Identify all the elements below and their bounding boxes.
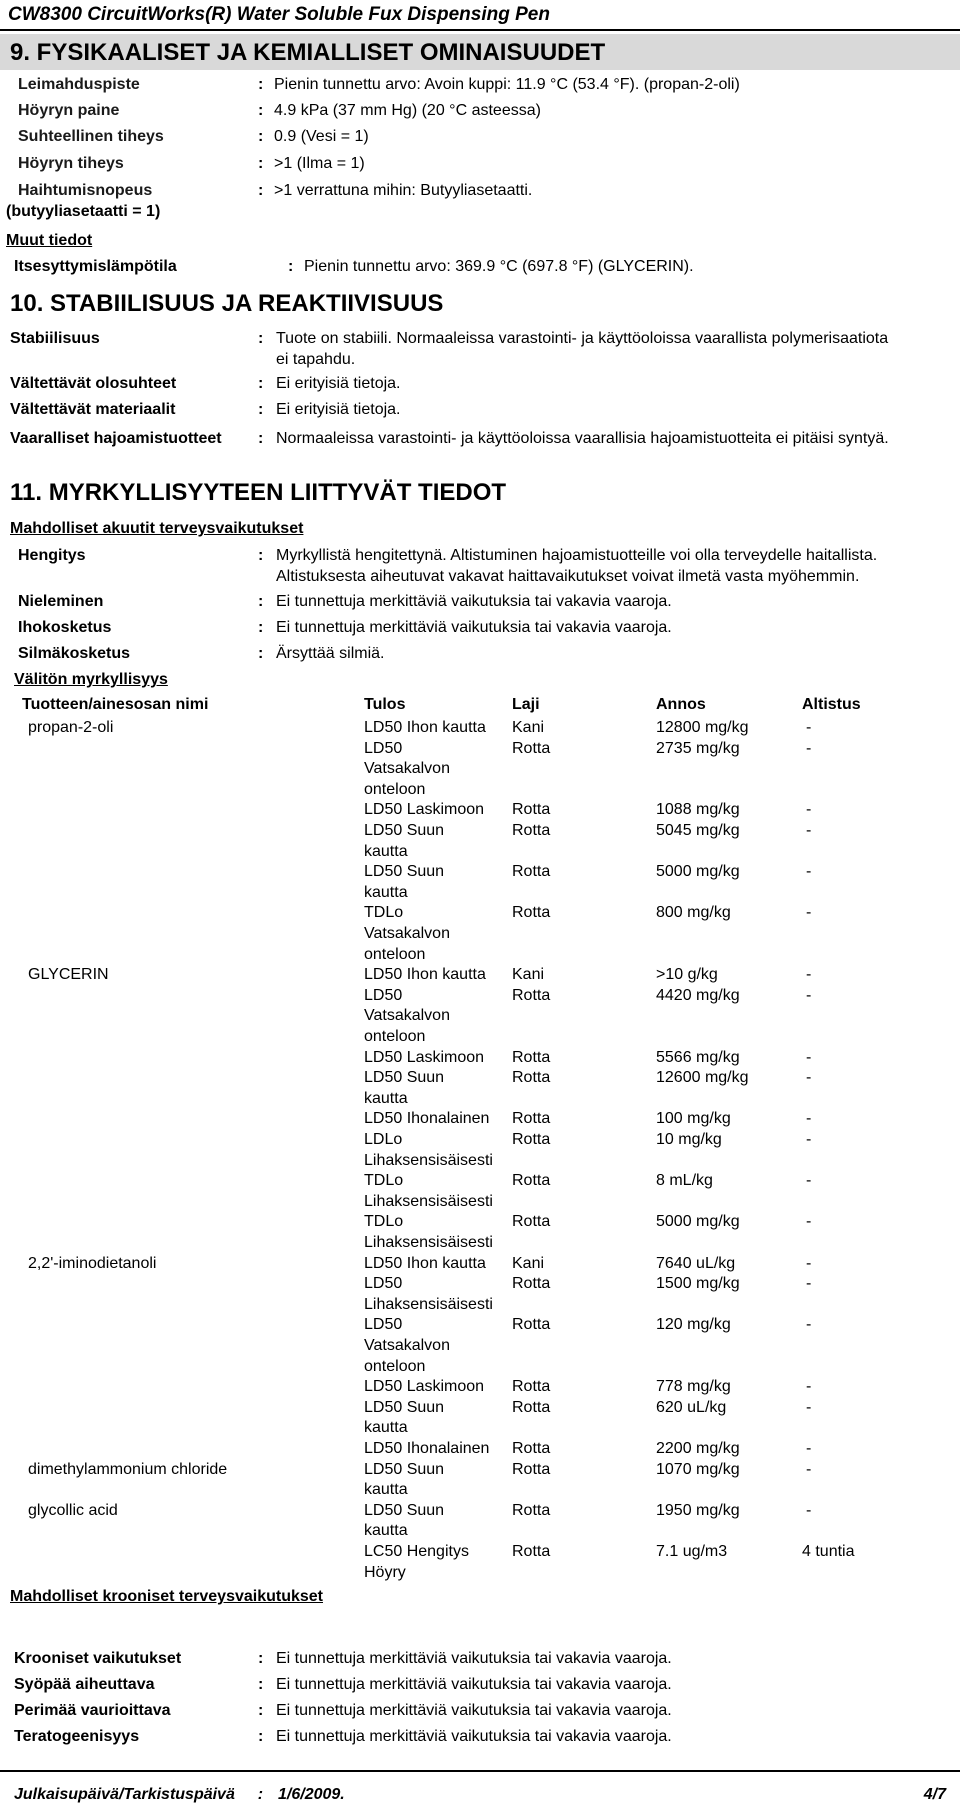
- exposure: -: [806, 1378, 812, 1396]
- exposure: -: [806, 719, 812, 736]
- exposure: -: [806, 1460, 812, 1478]
- exposure: -: [806, 966, 812, 984]
- exposure: -: [806, 822, 812, 839]
- result-type: LD50 Ihonalainen: [364, 1440, 490, 1457]
- property-label: Vältettävät olosuhteet: [10, 375, 177, 392]
- exposure: -: [806, 1069, 812, 1087]
- result-type: Lihaksensisäisesti: [364, 1192, 493, 1210]
- effect-label: Nieleminen: [18, 593, 104, 610]
- document-title: CW8300 CircuitWorks(R) Water Soluble Fux Dispensing Pen: [8, 4, 550, 25]
- effect-label: Perimää vaurioittava: [14, 1702, 171, 1719]
- result-type: LD50: [364, 739, 403, 757]
- result-type: LD50 Suun: [364, 822, 445, 839]
- species: Rotta: [512, 822, 551, 839]
- acute-effects-heading: Mahdolliset akuutit terveysvaikutukset: [10, 520, 304, 537]
- species: Rotta: [512, 1316, 551, 1334]
- effect-value: Myrkyllistä hengitettynä. Altistuminen hajoamistuotteille voi olla terveydelle haitallista.: [276, 547, 878, 564]
- exposure: -: [806, 1172, 812, 1190]
- result-type: LD50 Ihon kautta: [364, 719, 486, 736]
- property-value: Pienin tunnettu arvo: 369.9 °C (697.8 °F) (GLYCERIN).: [304, 258, 694, 275]
- dose: 778 mg/kg: [656, 1378, 731, 1396]
- result-type: kautta: [364, 842, 408, 860]
- result-type: LD50: [364, 986, 403, 1004]
- colon: :: [258, 430, 264, 447]
- result-type: Lihaksensisäisesti: [364, 1151, 493, 1169]
- result-type: Höyry: [364, 1563, 406, 1581]
- species: Rotta: [512, 801, 551, 819]
- section-9-banner: [0, 34, 960, 70]
- property-label: (butyyliasetaatti = 1): [6, 203, 161, 220]
- colon: :: [258, 182, 264, 199]
- species: Rotta: [512, 1378, 551, 1396]
- result-type: onteloon: [364, 780, 426, 798]
- footer-date-colon: :: [257, 1786, 264, 1803]
- colon: :: [288, 258, 294, 275]
- result-type: kautta: [364, 1419, 408, 1437]
- dose: 5566 mg/kg: [656, 1048, 740, 1066]
- footer-date: [14, 1786, 345, 1804]
- substance-name: 2,2'-iminodietanoli: [28, 1254, 157, 1272]
- exposure: -: [806, 801, 812, 819]
- effect-value: Altistuksesta aiheutuvat vakavat haittavaikutukset voivat ilmetä vasta myöhemmin.: [276, 568, 860, 585]
- effect-value: Ei tunnettuja merkittäviä vaikutuksia tai vakavia vaaroja.: [276, 619, 672, 636]
- footer-date-value: 1/6/2009.: [278, 1786, 345, 1803]
- property-value: Normaaleissa varastointi- ja käyttöoloissa vaarallisia hajoamistuotteita ei pitäisi syntyä.: [276, 430, 889, 447]
- result-type: LD50 Suun: [364, 1501, 445, 1519]
- species: Kani: [512, 1254, 545, 1272]
- substance-name: propan-2-oli: [28, 719, 114, 736]
- header-rule: [0, 29, 960, 31]
- effect-value: Ei tunnettuja merkittäviä vaikutuksia tai vakavia vaaroja.: [276, 1650, 672, 1667]
- colon: :: [258, 155, 264, 172]
- dose: 1070 mg/kg: [656, 1460, 740, 1478]
- footer-rule: [0, 1770, 960, 1772]
- result-type: Lihaksensisäisesti: [364, 1234, 493, 1251]
- colon: :: [258, 645, 264, 662]
- result-type: LD50 Laskimoon: [364, 1048, 485, 1066]
- result-type: LC50 Hengitys: [364, 1543, 469, 1560]
- exposure: -: [806, 1110, 812, 1128]
- dose: 5000 mg/kg: [656, 863, 740, 881]
- result-type: LD50 Suun: [364, 1398, 445, 1416]
- result-type: onteloon: [364, 945, 426, 963]
- colon: :: [258, 593, 264, 610]
- dose: 1950 mg/kg: [656, 1501, 740, 1519]
- result-type: LD50: [364, 1316, 403, 1334]
- col-header-species: Laji: [512, 696, 540, 713]
- exposure: -: [806, 986, 812, 1004]
- property-value: Ei erityisiä tietoja.: [276, 401, 401, 418]
- result-type: LD50 Ihonalainen: [364, 1110, 490, 1128]
- exposure: -: [806, 1213, 812, 1231]
- species: Rotta: [512, 1069, 551, 1087]
- dose: 1088 mg/kg: [656, 801, 740, 819]
- colon: :: [258, 619, 264, 636]
- substance-name: dimethylammonium chloride: [28, 1460, 228, 1478]
- effect-label: Silmäkosketus: [18, 645, 131, 662]
- dose: 120 mg/kg: [656, 1316, 731, 1334]
- colon: :: [258, 1702, 264, 1719]
- property-label: Höyryn tiheys: [18, 155, 124, 172]
- property-label: Stabiilisuus: [10, 330, 100, 347]
- colon: :: [258, 1676, 264, 1693]
- property-value: ei tapahdu.: [276, 351, 356, 368]
- colon: :: [258, 330, 264, 347]
- dose: 5000 mg/kg: [656, 1213, 740, 1231]
- species: Rotta: [512, 904, 551, 922]
- dose: 5045 mg/kg: [656, 822, 740, 839]
- dose: 8 mL/kg: [656, 1172, 713, 1190]
- result-type: kautta: [364, 883, 408, 901]
- species: Rotta: [512, 986, 551, 1004]
- dose: 620 uL/kg: [656, 1398, 727, 1416]
- substance-name: glycollic acid: [28, 1501, 118, 1519]
- exposure: -: [806, 1131, 812, 1148]
- result-type: TDLo: [364, 1213, 404, 1231]
- section-11-title: 11. MYRKYLLISYYTEEN LIITTYVÄT TIEDOT: [10, 479, 507, 506]
- result-type: Vatsakalvon: [364, 760, 450, 778]
- species: Rotta: [512, 1131, 551, 1148]
- result-type: LD50 Ihon kautta: [364, 1254, 486, 1272]
- exposure: -: [806, 1440, 812, 1457]
- species: Rotta: [512, 863, 551, 881]
- result-type: TDLo: [364, 904, 404, 922]
- dose: 4420 mg/kg: [656, 986, 740, 1004]
- col-header-name: Tuotteen/ainesosan nimi: [22, 696, 209, 713]
- effect-label: Ihokosketus: [18, 619, 112, 636]
- effect-label: Hengitys: [18, 547, 86, 564]
- dose: 800 mg/kg: [656, 904, 731, 922]
- species: Kani: [512, 719, 545, 736]
- exposure: -: [806, 1501, 812, 1519]
- colon: :: [258, 401, 264, 418]
- species: Rotta: [512, 1460, 551, 1478]
- property-value: 4.9 kPa (37 mm Hg) (20 °C asteessa): [274, 102, 541, 119]
- section-10-title: 10. STABIILISUUS JA REAKTIIVISUUS: [10, 290, 444, 317]
- dose: 7640 uL/kg: [656, 1254, 736, 1272]
- exposure: -: [806, 1254, 812, 1272]
- effect-label: Krooniset vaikutukset: [14, 1650, 182, 1667]
- exposure: -: [806, 1316, 812, 1334]
- property-label: Itsesyttymislämpötila: [14, 258, 177, 275]
- species: Rotta: [512, 1048, 551, 1066]
- effect-value: Ärsyttää silmiä.: [276, 645, 385, 662]
- dose: 10 mg/kg: [656, 1131, 722, 1148]
- result-type: kautta: [364, 1481, 408, 1499]
- col-header-dose: Annos: [656, 696, 706, 713]
- property-value: 0.9 (Vesi = 1): [274, 128, 369, 145]
- property-value: Tuote on stabiili. Normaaleissa varastointi- ja käyttöoloissa vaarallista polymerisaatiota: [276, 330, 889, 347]
- colon: :: [258, 1650, 264, 1667]
- colon: :: [258, 128, 264, 145]
- colon: :: [258, 547, 264, 564]
- result-type: LD50 Laskimoon: [364, 1378, 485, 1396]
- species: Rotta: [512, 1398, 551, 1416]
- result-type: LD50 Suun: [364, 1460, 445, 1478]
- exposure: -: [806, 1048, 812, 1066]
- other-info-heading: Muut tiedot: [6, 232, 93, 249]
- exposure: -: [806, 904, 812, 922]
- page-number: 4/7: [923, 1786, 946, 1803]
- dose: 1500 mg/kg: [656, 1275, 740, 1293]
- species: Rotta: [512, 1501, 551, 1519]
- species: Rotta: [512, 1543, 551, 1560]
- result-type: kautta: [364, 1522, 408, 1540]
- colon: :: [258, 76, 264, 93]
- colon: :: [258, 375, 264, 392]
- species: Kani: [512, 966, 545, 984]
- effect-value: Ei tunnettuja merkittäviä vaikutuksia tai vakavia vaaroja.: [276, 1728, 672, 1745]
- property-value: >1 verrattuna mihin: Butyyliasetaatti.: [274, 182, 533, 199]
- exposure: -: [806, 1275, 812, 1293]
- result-type: Vatsakalvon: [364, 1337, 450, 1354]
- result-type: Vatsakalvon: [364, 1007, 450, 1025]
- result-type: LD50 Ihon kautta: [364, 966, 486, 984]
- property-label: Vältettävät materiaalit: [10, 401, 176, 418]
- effect-value: Ei tunnettuja merkittäviä vaikutuksia tai vakavia vaaroja.: [276, 1702, 672, 1719]
- property-value: Ei erityisiä tietoja.: [276, 375, 401, 392]
- result-type: LDLo: [364, 1131, 403, 1148]
- effect-label: Teratogeenisyys: [14, 1728, 140, 1745]
- page-header: [0, 0, 960, 30]
- col-header-exposure: Altistus: [802, 696, 861, 713]
- species: Rotta: [512, 1172, 551, 1190]
- dose: 12600 mg/kg: [656, 1069, 749, 1087]
- dose: 2200 mg/kg: [656, 1440, 740, 1457]
- dose: 12800 mg/kg: [656, 719, 749, 736]
- colon: :: [258, 102, 264, 119]
- result-type: onteloon: [364, 1028, 426, 1045]
- immediate-toxicity-heading: Välitön myrkyllisyys: [14, 671, 168, 688]
- result-type: LD50 Suun: [364, 863, 445, 881]
- species: Rotta: [512, 1275, 551, 1293]
- dose: >10 g/kg: [656, 966, 718, 984]
- property-label: Haihtumisnopeus: [18, 182, 153, 199]
- dose: 100 mg/kg: [656, 1110, 731, 1128]
- effect-value: Ei tunnettuja merkittäviä vaikutuksia tai vakavia vaaroja.: [276, 593, 672, 610]
- exposure: -: [806, 1398, 812, 1416]
- result-type: Lihaksensisäisesti: [364, 1295, 493, 1313]
- result-type: LD50: [364, 1275, 403, 1293]
- chronic-effects-heading: Mahdolliset krooniset terveysvaikutukset: [10, 1588, 323, 1605]
- exposure: 4 tuntia: [802, 1543, 855, 1560]
- effect-label: Syöpää aiheuttava: [14, 1676, 155, 1693]
- exposure: -: [806, 863, 812, 881]
- property-value: >1 (Ilma = 1): [274, 155, 365, 172]
- property-label: Höyryn paine: [18, 102, 120, 119]
- section-9-title: 9. FYSIKAALISET JA KEMIALLISET OMINAISUUDET: [10, 39, 606, 66]
- footer-date-label: Julkaisupäivä/Tarkistuspäivä: [14, 1786, 235, 1803]
- result-type: kautta: [364, 1089, 408, 1107]
- result-type: Vatsakalvon: [364, 925, 450, 942]
- species: Rotta: [512, 1213, 551, 1231]
- species: Rotta: [512, 1110, 551, 1128]
- substance-name: GLYCERIN: [28, 966, 109, 984]
- dose: 7.1 ug/m3: [656, 1543, 728, 1560]
- result-type: TDLo: [364, 1172, 404, 1190]
- colon: :: [258, 1728, 264, 1745]
- effect-value: Ei tunnettuja merkittäviä vaikutuksia tai vakavia vaaroja.: [276, 1676, 672, 1693]
- property-label: Vaaralliset hajoamistuotteet: [10, 430, 222, 447]
- col-header-result: Tulos: [364, 696, 406, 713]
- result-type: LD50 Laskimoon: [364, 801, 485, 819]
- property-label: Leimahduspiste: [18, 76, 140, 93]
- property-label: Suhteellinen tiheys: [18, 128, 164, 145]
- result-type: LD50 Suun: [364, 1069, 445, 1087]
- species: Rotta: [512, 1440, 551, 1457]
- result-type: onteloon: [364, 1357, 426, 1375]
- species: Rotta: [512, 739, 551, 757]
- property-value: Pienin tunnettu arvo: Avoin kuppi: 11.9 °C (53.4 °F). (propan-2-oli): [274, 76, 740, 93]
- exposure: -: [806, 739, 812, 757]
- dose: 2735 mg/kg: [656, 739, 740, 757]
